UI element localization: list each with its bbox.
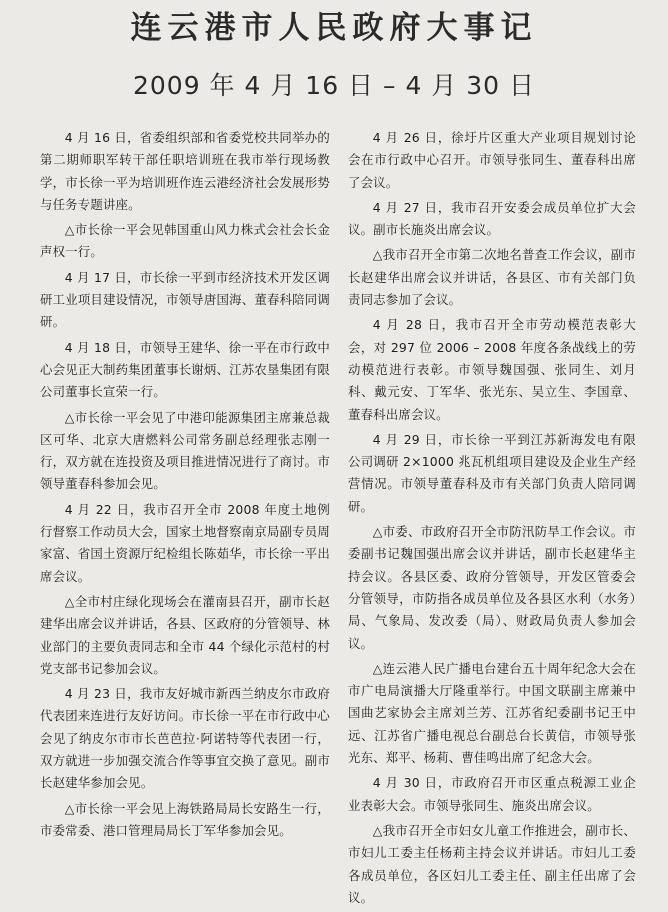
- paragraph: 4 月 22 日，我市召开全市 2008 年度土地例行督察工作动员大会，国家土地督察南京局副专员周家富、省国土资源厅纪检组长陈茹华，市长徐一平出席会议。: [40, 501, 330, 584]
- paragraph: △市长徐一平会见上海铁路局局长安路生一行，市委常委、港口管理局局长丁军华参加会见。: [40, 800, 330, 838]
- paragraph: △我市召开全市第二次地名普查工作会议，副市长赵建华出席会议并讲话，各县区、市有关部门负责同志参加了会议。: [348, 247, 636, 308]
- paragraph: 4 月 23 日，我市友好城市新西兰纳皮尔市政府代表团来连进行友好访问。市长徐一平在市行政中心会见了纳皮尔市市长芭芭拉·阿诺特等代表团一行，双方就进一步加强交流合作等事宜交换了意见。副市长赵建华参加会见。: [40, 686, 330, 791]
- left-column: [40, 127, 330, 845]
- paragraph: 4 月 28 日，我市召开全市劳动模范表彰大会，对 297 位 2006 – 2008 年度各条战线上的劳动模范进行表彰。市领导魏国强、张同生、刘月科、戴元安、丁军华、张光东、吴立生、李国章、董春科出席会议。: [348, 317, 636, 422]
- paragraph: 4 月 18 日，市领导王建华、徐一平在市行政中心会见正大制药集团董事长谢炳、江苏农垦集团有限公司董事长宣荣一行。: [40, 339, 330, 400]
- paragraph: 4 月 17 日，市长徐一平到市经济技术开发区调研工业项目建设情况，市领导唐国海、董春科陪同调研。: [40, 269, 330, 330]
- paragraph: △全市村庄绿化现场会在灌南县召开，副市长赵建华出席会议并讲话，各县、区政府的分管领导、林业部门的主要负责同志和全市 44 个绿化示范村的村党支部书记参加会议。: [40, 593, 330, 676]
- paragraph: △市长徐一平会见韩国重山风力株式会社会长金声权一行。: [40, 222, 330, 260]
- page-title: 连云港市人民政府大事记: [130, 10, 538, 46]
- paragraph: 4 月 27 日，我市召开安委会成员单位扩大会议。副市长施炎出席会议。: [348, 199, 636, 238]
- paragraph: △市委、市政府召开全市防汛防旱工作会议。市委副书记魏国强出席会议并讲话，副市长赵建华主持会议。各县区委、政府分管领导，开发区管委会分管领导，市防指各成员单位及各县区水利（水务）局、气象局、发改委（局）、财政局负责人参加会议。: [348, 524, 636, 651]
- paragraph: △我市召开全市妇女儿童工作推进会，副市长、市妇儿工委主任杨莉主持会议并讲话。市妇儿工委各成员单位，各区妇儿工委主任、副主任出席了会议。: [348, 822, 636, 905]
- date-range: 2009 年 4 月 16 日 – 4 月 30 日: [132, 71, 536, 100]
- paragraph: 4 月 30 日，市政府召开市区重点税源工业企业表彰大会。市领导张同生、施炎出席会议。: [348, 775, 636, 813]
- paragraph: 4 月 26 日，徐圩片区重大产业项目规划讨论会在市行政中心召开。市领导张同生、董春科出席了会议。: [348, 130, 636, 190]
- right-column: [348, 127, 636, 912]
- paragraph: 4 月 16 日，省委组织部和省委党校共同举办的第二期师职军转干部任职培训班在我市举行现场教学，市长徐一平为培训班作连云港经济社会发展形势与任务专题讲座。: [40, 130, 330, 212]
- paragraph: △连云港人民广播电台建台五十周年纪念大会在市广电局演播大厅隆重举行。中国文联副主席兼中国曲艺家协会主席刘兰芳、江苏省纪委副书记王中远、江苏省广播电视总台副总台长黄信，市领导张光东、郑平、杨莉、曹佳鸣出席了纪念大会。: [348, 660, 636, 766]
- paragraph: △市长徐一平会见了中港印能源集团主席兼总裁区可华、北京大唐燃料公司常务副总经理张志刚一行，双方就在连投资及项目推进情况进行了商讨。市领导董春科参加会见。: [40, 409, 330, 492]
- paragraph: 4 月 29 日，市长徐一平到江苏新海发电有限公司调研 2×1000 兆瓦机组项目建设及企业生产经营情况。市领导董春科及市有关部门负责人陪同调研。: [348, 431, 636, 514]
